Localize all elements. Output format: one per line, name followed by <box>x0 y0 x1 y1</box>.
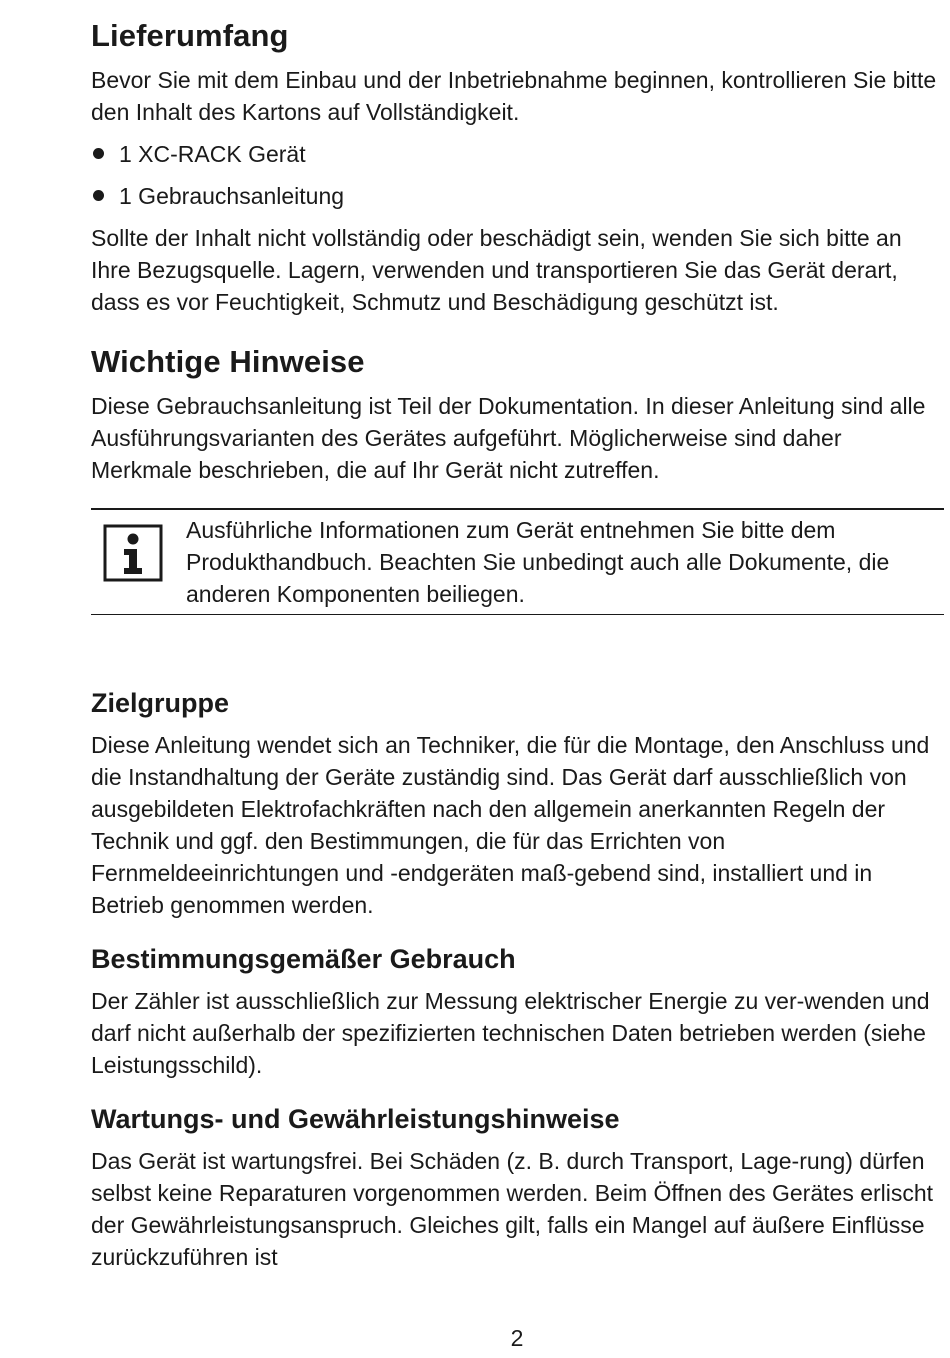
wartung-text: Das Gerät ist wartungsfrei. Bei Schäden (z. B. durch Transport, Lage-rung) dürfen selbst keine Reparaturen vorgenommen werden. Beim Öffnen des Gerätes erlischt der Gewährleistungsanspruch. Gleiches gilt, falls ein Mangel auf äußere Einflüsse zurückzuführen ist <box>91 1148 934 1270</box>
info-box-text: Ausführliche Informationen zum Gerät entnehmen Sie bitte dem Produkthandbuch. Beachten Sie unbedingt auch alle Dokumente, die anderen Komponenten beiliegen. <box>186 517 890 607</box>
lieferumfang-list <box>91 138 944 212</box>
info-box <box>91 508 944 615</box>
heading-lieferumfang: Lieferumfang <box>91 18 289 53</box>
lieferumfang-intro: Bevor Sie mit dem Einbau und der Inbetriebnahme beginnen, kontrollieren Sie bitte den Inhalt des Kartons auf Vollständigkeit. <box>91 67 937 125</box>
heading-wichtige-hinweise: Wichtige Hinweise <box>91 344 365 379</box>
list-item-text: 1 XC-RACK Gerät <box>119 141 306 167</box>
list-item <box>91 180 944 212</box>
bullet-icon <box>93 148 104 159</box>
lieferumfang-outro: Sollte der Inhalt nicht vollständig oder beschädigt sein, wenden Sie sich bitte an Ihre Bezugsquelle. Lagern, verwenden und transportieren Sie das Gerät derart, dass es vor Feuchtigkeit, Schmutz und Beschädigung geschützt ist. <box>91 225 902 315</box>
bullet-icon <box>93 190 104 201</box>
zielgruppe-text: Diese Anleitung wendet sich an Techniker, die für die Montage, den Anschluss und die Instandhaltung der Geräte zuständig sind. Das Gerät darf ausschließlich von ausgebildeten Elektrofachkräften nach den allgemein anerkannten Regeln der Technik und ggf. den Bestimmungen, die für das Errichten von Fernmeldeeinrichtungen und -endgeräten maß-gebend sind, installiert und in Betrieb genommen werden. <box>91 732 930 918</box>
heading-bestimmungsgemaesser-gebrauch: Bestimmungsgemäßer Gebrauch <box>91 944 516 974</box>
info-icon <box>91 514 186 582</box>
document-page <box>91 14 944 1273</box>
list-item-text: 1 Gebrauchsanleitung <box>119 183 345 209</box>
hinweise-text: Diese Gebrauchsanleitung ist Teil der Dokumentation. In dieser Anleitung sind alle Ausführungsvarianten des Gerätes aufgeführt. Möglicherweise sind daher Merkmale beschrieben, die auf Ihr Gerät nicht zutreffen. <box>91 393 926 483</box>
page-number: 2 <box>510 1325 524 1351</box>
gebrauch-text: Der Zähler ist ausschließlich zur Messung elektrischer Energie zu ver-wenden und darf nicht außerhalb der spezifizierten technischen Daten betrieben werden (siehe Leistungsschild). <box>91 988 930 1078</box>
heading-zielgruppe: Zielgruppe <box>91 688 230 718</box>
heading-wartungshinweise: Wartungs- und Gewährleistungshinweise <box>91 1104 620 1134</box>
list-item <box>91 138 944 170</box>
